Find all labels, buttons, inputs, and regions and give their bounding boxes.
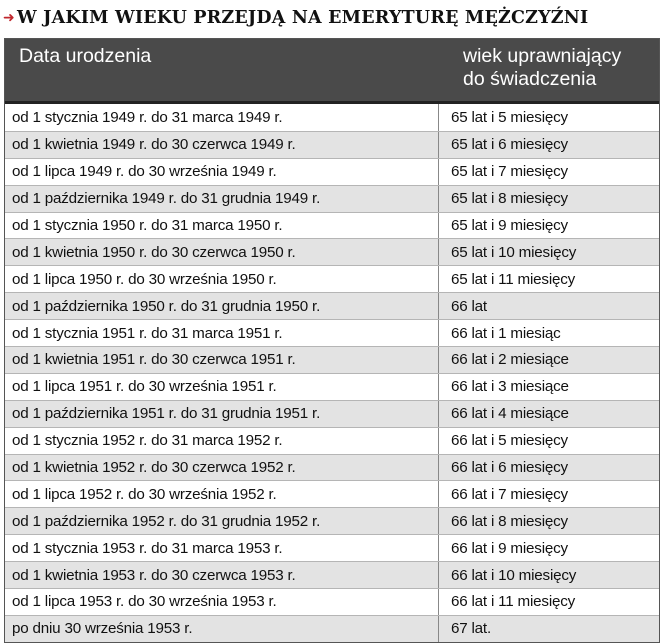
table-row [5,238,659,265]
table-row [5,292,659,319]
birth-date-cell: od 1 kwietnia 1953 r. do 30 czerwca 1953 r. [5,562,439,588]
red-arrow-icon: ➜ [3,10,15,26]
table-row [5,131,659,158]
retirement-age-cell: 66 lat i 7 miesięcy [451,485,568,503]
table-row [5,346,659,373]
retirement-age-cell: 66 lat i 8 miesięcy [451,512,568,530]
retirement-age-cell: 65 lat i 6 miesięcy [451,136,568,154]
birth-date-cell: po dniu 30 września 1953 r. [5,616,439,642]
retirement-age-cell: 65 lat i 9 miesięcy [451,217,568,234]
retirement-age-cell: 65 lat i 5 miesięcy [451,108,568,126]
birth-date-cell: od 1 lipca 1951 r. do 30 września 1951 r. [5,374,439,400]
birth-date-cell: od 1 kwietnia 1950 r. do 30 czerwca 1950 r. [5,239,439,265]
birth-date-cell: od 1 kwietnia 1952 r. do 30 czerwca 1952 r. [5,455,439,481]
retirement-age-cell: 66 lat i 6 miesięcy [451,459,568,477]
retirement-age-cell: 66 lat i 3 miesiące [451,378,569,396]
retirement-age-cell: 66 lat i 11 miesięcy [451,593,576,611]
retirement-age-cell: 67 lat. [451,620,491,638]
header-age-line1: wiek uprawniający [463,45,622,67]
retirement-age-cell: 66 lat i 4 miesiące [451,405,569,423]
retirement-age-cell: 65 lat i 10 miesięcy [451,243,577,261]
birth-date-cell: od 1 października 1950 r. do 31 grudnia 1950 r. [5,293,439,319]
header-birth-date: Data urodzenia [19,45,152,67]
table-row [5,454,659,481]
table-row [5,265,659,292]
table-row [5,480,659,507]
birth-date-cell: od 1 stycznia 1951 r. do 31 marca 1951 r. [5,320,439,346]
table-row [5,400,659,427]
retirement-age-cell: 66 lat i 10 miesięcy [451,566,577,584]
birth-date-cell: od 1 lipca 1950 r. do 30 września 1950 r. [5,266,439,292]
birth-date-cell: od 1 lipca 1953 r. do 30 września 1953 r. [5,589,439,615]
retirement-age-cell: 65 lat i 7 miesięcy [451,163,568,181]
birth-date-cell: od 1 października 1949 r. do 31 grudnia 1949 r. [5,186,439,212]
table-row [5,427,659,454]
retirement-age-cell: 65 lat i 11 miesięcy [451,270,576,288]
birth-date-cell: od 1 stycznia 1952 r. do 31 marca 1952 r. [5,428,439,454]
birth-date-cell: od 1 października 1951 r. do 31 grudnia 1951 r. [5,401,439,427]
retirement-age-cell: 66 lat i 1 miesiąc [451,324,561,342]
header-retirement-age [439,39,659,101]
table-header [5,39,659,104]
retirement-age-cell: 66 lat [451,297,487,315]
retirement-age-cell: 66 lat i 5 miesięcy [451,432,568,450]
birth-date-cell: od 1 stycznia 1949 r. do 31 marca 1949 r. [5,104,439,131]
table-row [5,373,659,400]
table-row [5,507,659,534]
table-row [5,561,659,588]
table-row [5,534,659,561]
birth-date-cell: od 1 stycznia 1953 r. do 31 marca 1953 r. [5,535,439,561]
retirement-age-cell: 65 lat i 8 miesięcy [451,190,568,208]
table-row [5,319,659,346]
birth-date-cell: od 1 października 1952 r. do 31 grudnia 1952 r. [5,508,439,534]
document-title [0,0,662,36]
retirement-age-table [4,38,660,643]
retirement-age-cell: 66 lat i 2 miesiące [451,351,569,369]
title-text: W JAKIM WIEKU PRZEJDĄ NA EMERYTURĘ MĘŻCZYŹNI [16,8,589,28]
birth-date-cell: od 1 lipca 1949 r. do 30 września 1949 r. [5,159,439,185]
birth-date-cell: od 1 stycznia 1950 r. do 31 marca 1950 r. [5,213,439,239]
birth-date-cell: od 1 kwietnia 1949 r. do 30 czerwca 1949 r. [5,132,439,158]
header-age-line2: do świadczenia [463,68,597,90]
birth-date-cell: od 1 lipca 1952 r. do 30 września 1952 r. [5,481,439,507]
table-row [5,212,659,239]
retirement-age-cell: 66 lat i 9 miesięcy [451,539,568,557]
birth-date-cell: od 1 kwietnia 1951 r. do 30 czerwca 1951 r. [5,347,439,373]
table-row [5,588,659,615]
table-row [5,158,659,185]
table-row [5,615,659,642]
table-body [5,104,659,642]
table-row [5,185,659,212]
table-row [5,104,659,131]
